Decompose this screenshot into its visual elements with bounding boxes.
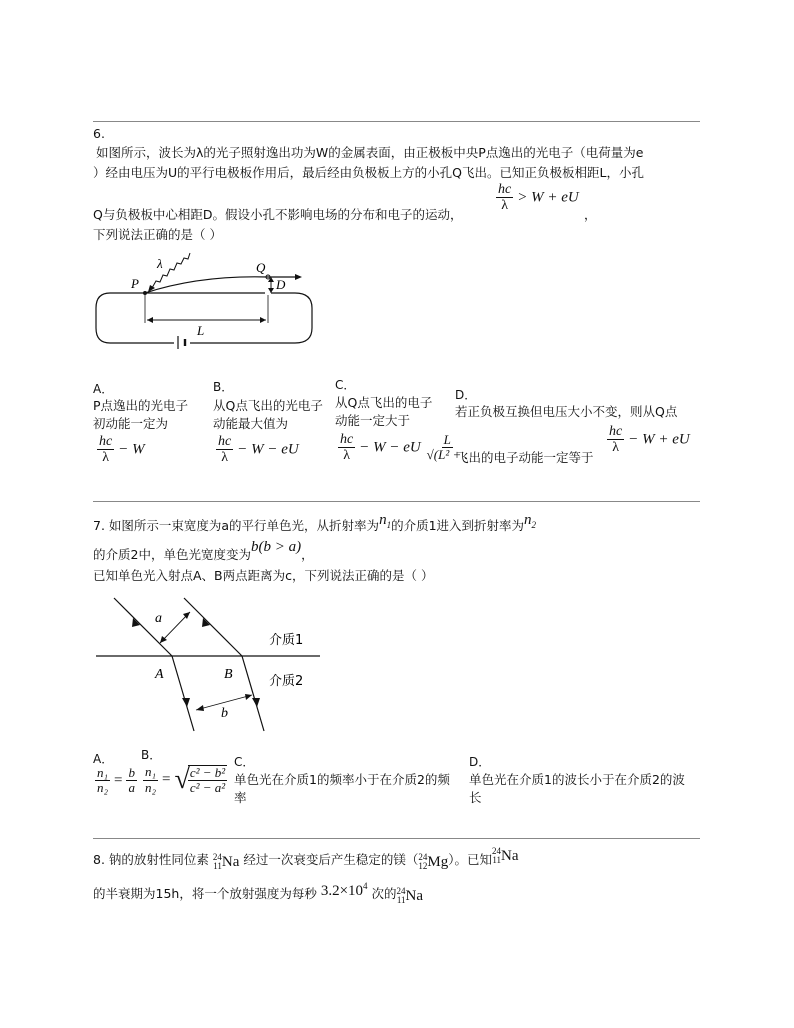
q7-text1a: 7. 如图所示一束宽度为a的平行单色光，从折射率为 xyxy=(93,518,380,533)
frac-den: λ xyxy=(221,450,228,466)
mg-symbol: Mg xyxy=(427,853,449,870)
q8-text1b: 经过一次衰变后产生稳定的镁（ xyxy=(243,852,419,867)
q7-option-b-label[interactable]: B． xyxy=(141,748,162,762)
q7-text2a: 的介质2中，单色光宽度变为 xyxy=(93,547,251,562)
q6-option-b-formula xyxy=(216,434,299,466)
frac-num: n₁ xyxy=(97,765,109,780)
q7-option-b-formula xyxy=(143,764,227,796)
condition-rest: > W + eU xyxy=(517,189,579,206)
q6-option-b-text2: 动能最大值为 xyxy=(213,416,289,431)
mg-mass-number: 24 xyxy=(418,852,428,862)
q6-condition-fraction xyxy=(496,182,513,214)
q7-option-c-text2: 率 xyxy=(234,790,247,805)
b-expression: b(b > a) xyxy=(250,539,302,555)
fig6-Q: Q xyxy=(256,260,266,275)
na-symbol: Na xyxy=(405,887,424,904)
na-atomic-number: 11 xyxy=(213,861,222,871)
q7-option-d-label[interactable]: D． xyxy=(469,755,491,769)
q6-option-a-text2: 初动能一定为 xyxy=(93,416,169,431)
q6-option-b-label[interactable]: B． xyxy=(213,380,234,394)
q6-option-a-formula xyxy=(97,434,145,466)
separator-top xyxy=(93,121,700,122)
na-mass-number: 24 xyxy=(212,852,222,862)
q8-text2b: 次的 xyxy=(371,886,397,901)
frac-den: a xyxy=(128,780,135,796)
equals: = xyxy=(162,771,171,788)
formula-rest: − W − eU xyxy=(237,441,299,458)
na-symbol: Na xyxy=(501,847,519,864)
frac-num: hc xyxy=(609,424,623,439)
q6-line2: ）经由电压为U的平行电极板作用后，最后经由负极板上方的小孔Q飞出。已知正负极板相距L，小孔 xyxy=(93,165,644,180)
frac-den: λ xyxy=(343,448,350,464)
n2-symbol: n xyxy=(524,512,532,528)
q7-option-c-text1: 单色光在介质1的频率小于在介质2的频 xyxy=(234,772,450,787)
q7-option-d-text1: 单色光在介质1的波长小于在介质2的波 xyxy=(469,772,685,787)
frac-num: hc xyxy=(340,432,354,447)
q6-figure xyxy=(90,250,330,360)
frac-den: n₂ xyxy=(145,779,157,795)
q6-comma: ， xyxy=(584,207,597,222)
q6-option-c-text1: 从Q点飞出的电子 xyxy=(335,395,433,410)
frac-den: λ xyxy=(612,440,619,456)
frac-num: hc xyxy=(218,434,232,449)
fig7-a: a xyxy=(155,611,162,626)
q7-comma: ， xyxy=(301,547,314,562)
q6-number: 6. xyxy=(93,126,105,141)
frac-den: λ xyxy=(102,450,109,466)
q7-line3: 已知单色光入射点A、B两点距离为c，下列说法正确的是（ ） xyxy=(93,568,434,583)
q8-text2a: 的半衰期为15h，将一个放射强度为每秒 xyxy=(93,886,317,901)
q7-line2 xyxy=(93,539,314,564)
mg-atomic-number: 12 xyxy=(418,861,428,871)
q7-option-d-text2: 长 xyxy=(469,790,482,805)
na-mass-number: 24 xyxy=(396,886,406,896)
q7-option-a-label[interactable]: A． xyxy=(93,752,114,766)
fig6-P: P xyxy=(131,276,139,291)
q7-line1 xyxy=(93,512,537,536)
q6-option-c-formula xyxy=(338,432,470,464)
sqrt-icon: √ xyxy=(174,764,190,795)
frac-num: c² − b² xyxy=(189,764,226,780)
fig6-L: L xyxy=(197,323,205,338)
fig6-D: D xyxy=(276,277,286,292)
q6-line3: Q与负极板中心相距D。假设小孔不影响电场的分布和电子的运动， xyxy=(93,207,463,222)
na-atomic-number: 11 xyxy=(396,895,406,905)
equals: = xyxy=(114,772,123,789)
q8-text1c: ）。已知 xyxy=(448,852,492,867)
frac-num: hc xyxy=(498,182,512,197)
rate-value: 3.2×10 xyxy=(320,883,364,899)
q6-option-c-label[interactable]: C． xyxy=(335,378,356,392)
q6-line1: 如图所示，波长为λ的光子照射逸出功为W的金属表面，由正极板中央P点逸出的光电子（电荷量为e xyxy=(96,145,644,160)
q6-option-d-text2: 飞出的电子动能一定等于 xyxy=(456,450,594,465)
formula-rest: − W + eU xyxy=(628,431,690,448)
fig6-lambda: λ xyxy=(157,256,163,271)
q7-figure xyxy=(92,596,332,746)
q6-option-d-text1: 若正负极互换但电压大小不变，则从Q点 xyxy=(455,404,678,419)
q8-line2 xyxy=(93,881,424,909)
frac-den: √(L² + . xyxy=(426,447,468,463)
na-atomic-number: 11 xyxy=(492,855,501,865)
separator-q6-q7 xyxy=(93,501,700,502)
separator-q7-q8 xyxy=(93,838,700,839)
rate-exponent: 4 xyxy=(363,881,368,891)
q6-option-a-label[interactable]: A． xyxy=(93,382,114,396)
n2-subscript: 2 xyxy=(531,520,537,530)
frac-den: c² − a² xyxy=(189,780,226,795)
q6-option-b-text1: 从Q点飞出的光电子 xyxy=(213,398,323,413)
fig7-B: B xyxy=(224,667,233,682)
frac-num: b xyxy=(128,765,135,780)
q6-condition xyxy=(496,182,579,214)
frac-num: L xyxy=(443,432,451,448)
frac-den: n₂ xyxy=(97,780,109,796)
q8-text1a: 8. 钠的放射性同位素 xyxy=(93,852,209,867)
na-symbol: Na xyxy=(221,853,240,870)
na-mass-number: 24 xyxy=(492,846,501,856)
formula-rest: − W − eU xyxy=(359,439,421,456)
q7-option-c-label[interactable]: C． xyxy=(234,755,255,769)
q6-option-d-formula xyxy=(607,424,690,456)
frac-den: λ xyxy=(501,198,508,214)
fig7-b: b xyxy=(221,706,228,721)
q8-line1 xyxy=(93,846,519,875)
q6-option-a-text1: P点逸出的光电子 xyxy=(93,398,189,413)
q6-option-d-label[interactable]: D． xyxy=(455,388,477,402)
q7-option-a-formula xyxy=(95,766,137,796)
q7-text1b: 的介质1进入到折射率为 xyxy=(391,518,525,533)
frac-num: n₁ xyxy=(145,764,157,780)
n1-subscript: 1 xyxy=(386,520,392,530)
q6-option-c-text2: 动能一定大于 xyxy=(335,413,411,428)
formula-rest: − W xyxy=(118,441,145,458)
fig7-medium2: 介质2 xyxy=(269,674,304,689)
fig7-medium1: 介质1 xyxy=(269,633,304,648)
frac-num: hc xyxy=(99,434,113,449)
q6-line4: 下列说法正确的是（ ） xyxy=(93,227,222,242)
n1-symbol: n xyxy=(379,512,387,528)
fig7-A: A xyxy=(155,667,164,682)
